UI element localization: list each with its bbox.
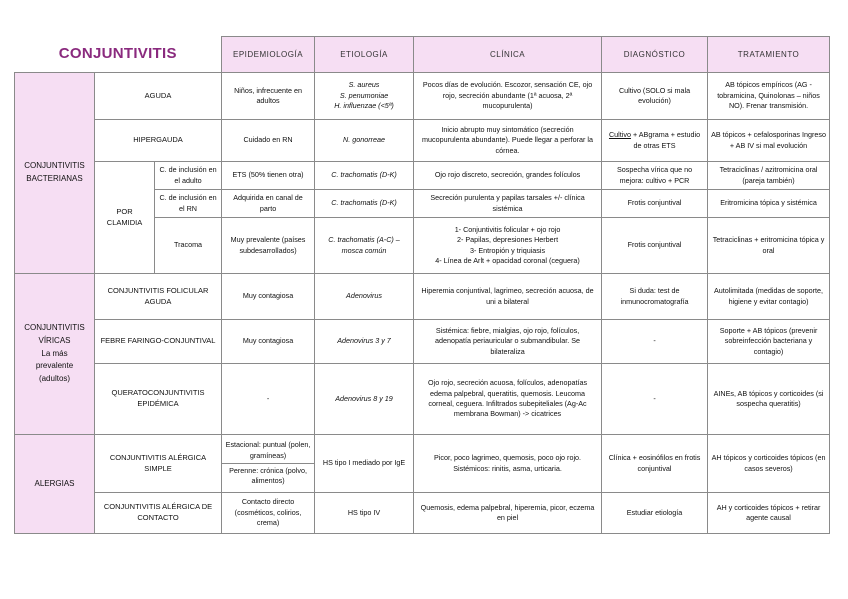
epi-alergica-contacto: Contacto directo (cosméticos, colirios, crema) <box>222 493 315 534</box>
header-clinica: CLÍNICA <box>414 37 602 73</box>
row-name-queratoconj: QUERATOCONJUNTIVITIS EPIDÉMICA <box>95 364 222 435</box>
page-title: CONJUNTIVITIS <box>15 37 222 73</box>
trat-tracoma: Tetraciclinas + eritromicina tópica y oral <box>708 218 830 274</box>
group-viricas: CONJUNTIVITIS VÍRICAS La más prevalente (adultos) <box>15 274 95 435</box>
epi-alergica-simple <box>222 435 315 493</box>
header-etiologia: ETIOLOGÍA <box>315 37 414 73</box>
epi-folicular: Muy contagiosa <box>222 274 315 320</box>
row-name-alergica-simple: CONJUNTIVITIS ALÉRGICA SIMPLE <box>95 435 222 493</box>
trat-inclusion-rn: Eritromicina tópica y sistémica <box>708 190 830 218</box>
etio-faringo: Adenovirus 3 y 7 <box>315 320 414 364</box>
trat-alergica-simple: AH tópicos y corticoides tópicos (en casos severos) <box>708 435 830 493</box>
clin-tracoma: 1- Conjuntivitis folicular + ojo rojo 2- Papilas, depresiones Herbert 3- Entropión y triquiasis 4- Línea de Arlt + opacidad coronal (ceguera) <box>414 218 602 274</box>
trat-folicular: Autolimitada (medidas de soporte, higiene y evitar contagio) <box>708 274 830 320</box>
clin-alergica-contacto: Quemosis, edema palpebral, hiperemia, picor, eczema en piel <box>414 493 602 534</box>
clin-faringo: Sistémica: fiebre, mialgias, ojo rojo, folículos, adenopatía periauricular o submandibular. Se bilateraliza <box>414 320 602 364</box>
etio-folicular: Adenovirus <box>315 274 414 320</box>
row-name-inclusion-adulto: C. de inclusión en el adulto <box>155 162 222 190</box>
epi-estacional: Estacional: puntual (polen, gramíneas) <box>222 438 314 464</box>
etio-hiperaguda: N. gonorreae <box>315 120 414 162</box>
clin-inclusion-adulto: Ojo rojo discreto, secreción, grandes folículos <box>414 162 602 190</box>
clin-folicular: Hiperemia conjuntival, lagrimeo, secreción acuosa, de uni a bilateral <box>414 274 602 320</box>
trat-queratoconj: AINEs, AB tópicos y corticoides (si sospecha queratitis) <box>708 364 830 435</box>
group-clamidia: POR CLAMIDIA <box>95 162 155 274</box>
diag-alergica-simple: Clínica + eosinófilos en frotis conjuntival <box>602 435 708 493</box>
row-name-inclusion-rn: C. de inclusión en el RN <box>155 190 222 218</box>
clin-alergica-simple: Picor, poco lagrimeo, quemosis, poco ojo rojo. Sistémicos: rinitis, asma, urticaria. <box>414 435 602 493</box>
row-name-folicular: CONJUNTIVITIS FOLICULAR AGUDA <box>95 274 222 320</box>
diag-aguda: Cultivo (SOLO si mala evolución) <box>602 73 708 120</box>
diag-inclusion-rn: Frotis conjuntival <box>602 190 708 218</box>
diag-inclusion-adulto: Sospecha vírica que no mejora: cultivo + PCR <box>602 162 708 190</box>
etio-alergica-simple: HS tipo I mediado por IgE <box>315 435 414 493</box>
etio-queratoconj: Adenovirus 8 y 19 <box>315 364 414 435</box>
epi-inclusion-rn: Adquirida en canal de parto <box>222 190 315 218</box>
diag-queratoconj: - <box>602 364 708 435</box>
diag-hiperaguda: Cultivo + ABgrama + estudio de otras ETS <box>602 120 708 162</box>
epi-queratoconj: - <box>222 364 315 435</box>
header-epidemiologia: EPIDEMIOLOGÍA <box>222 37 315 73</box>
row-name-aguda: AGUDA <box>95 73 222 120</box>
etio-inclusion-adulto: C. trachomatis (D-K) <box>315 162 414 190</box>
trat-faringo: Soporte + AB tópicos (prevenir sobreinfección bacteriana y contagio) <box>708 320 830 364</box>
epi-inclusion-adulto: ETS (50% tienen otra) <box>222 162 315 190</box>
etio-tracoma: C. trachomatis (A-C) – mosca común <box>315 218 414 274</box>
diag-alergica-contacto: Estudiar etiología <box>602 493 708 534</box>
diag-faringo: - <box>602 320 708 364</box>
etio-aguda: S. aureus S. penumoniae H. influenzae (<5ª) <box>315 73 414 120</box>
diag-tracoma: Frotis conjuntival <box>602 218 708 274</box>
clin-aguda: Pocos días de evolución. Escozor, sensación CE, ojo rojo, secreción abundante (1ª acuosa, 2ª mucopurulenta) <box>414 73 602 120</box>
trat-hiperaguda: AB tópicos + cefalosporinas Ingreso + AB IV si mal evolución <box>708 120 830 162</box>
clin-queratoconj: Ojo rojo, secreción acuosa, folículos, adenopatías edema palpebral, queratitis, quemosis. Leucoma corneal, ceguera. Infiltrados subepiteliales (Ag-Ac membrana Bowman) -> cicatrices <box>414 364 602 435</box>
group-alergias: ALERGIAS <box>15 435 95 534</box>
epi-perenne: Perenne: crónica (polvo, alimentos) <box>229 466 307 486</box>
etio-alergica-contacto: HS tipo IV <box>315 493 414 534</box>
epi-tracoma: Muy prevalente (países subdesarrollados) <box>222 218 315 274</box>
trat-alergica-contacto: AH y corticoides tópicos + retirar agente causal <box>708 493 830 534</box>
epi-faringo: Muy contagiosa <box>222 320 315 364</box>
row-name-hiperaguda: HIPERGAUDA <box>95 120 222 162</box>
trat-aguda: AB tópicos empíricos (AG - tobramicina, Quinolonas – niños NO). Frenar transmisión. <box>708 73 830 120</box>
row-name-tracoma: Tracoma <box>155 218 222 274</box>
epi-aguda: Niños, infrecuente en adultos <box>222 73 315 120</box>
clin-hiperaguda: Inicio abrupto muy sintomático (secreción mucopurulenta abundante). Puede llegar a perforar la córnea. <box>414 120 602 162</box>
header-tratamiento: TRATAMIENTO <box>708 37 830 73</box>
header-diagnostico: DIAGNÓSTICO <box>602 37 708 73</box>
row-name-faringo: FEBRE FARINGO-CONJUNTIVAL <box>95 320 222 364</box>
row-name-alergica-contacto: CONJUNTIVITIS ALÉRGICA DE CONTACTO <box>95 493 222 534</box>
trat-inclusion-adulto: Tetraciclinas / azitromicina oral (pareja también) <box>708 162 830 190</box>
clin-inclusion-rn: Secreción purulenta y papilas tarsales +/- clínica sistémica <box>414 190 602 218</box>
group-bacterianas: CONJUNTIVITIS BACTERIANAS <box>15 73 95 274</box>
epi-hiperaguda: Cuidado en RN <box>222 120 315 162</box>
conjuntivitis-table <box>14 36 830 534</box>
etio-inclusion-rn: C. trachomatis (D-K) <box>315 190 414 218</box>
diag-folicular: Si duda: test de inmunocromatografía <box>602 274 708 320</box>
